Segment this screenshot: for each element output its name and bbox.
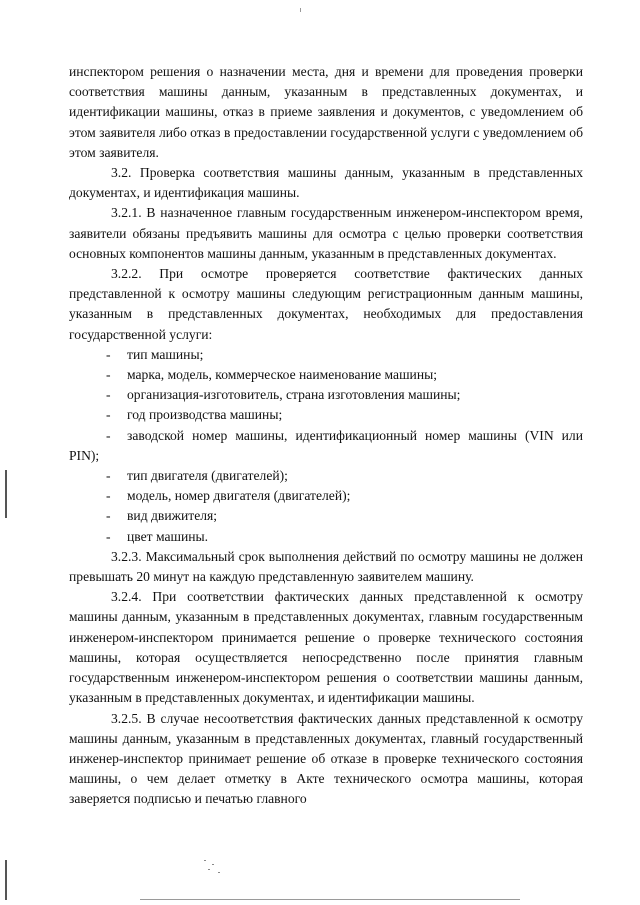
list-item-text: цвет машины. [127,528,209,544]
list-item-text: тип двигателя (двигателей); [127,468,288,484]
list-dash: - [106,407,111,423]
list-item-text: модель, номер двигателя (двигателей); [127,488,351,504]
list-item [69,466,583,486]
scan-mark-top [5,470,7,518]
list-item [69,385,583,405]
list-dash: - [106,427,111,443]
paragraph-continuation: инспектором решения о назначении места, дня и времени для проведения проверки соответствия машины данным, указанным в представленных документах, и идентификации машины, отказ в приеме заявления и документов, с уведомлением об этом заявителя либо отказ в предоставлении государственной услуги с уведомлением об этом заявителя. [69,64,583,160]
list-item [69,345,583,365]
paragraph-3-2-1: 3.2.1. В назначенное главным государственным инженером-инспектором время, заявители обязаны предъявить машины для осмотра с целью проверки соответствия основных компонентов машины данным, указанным в представленных документах. [69,205,583,261]
list-dash: - [106,488,111,504]
scan-specks [200,858,230,878]
list-item [69,486,583,506]
list-item-text: тип машины; [127,346,204,362]
list-item-text: организация-изготовитель, страна изготовления машины; [127,387,461,403]
list-item-text: год производства машины; [127,407,283,423]
paragraph-3-2-5: 3.2.5. В случае несоответствия фактических данных представленной к осмотру машины данным, указанным в представленных документах, главный государственный инженер-инспектор принимает решение об отказе в проверке технического состояния машины, о чем делает отметку в Акте технического осмотра машины, которая заверяется подписью и печатью главного [69,710,583,807]
list-dash: - [106,528,111,544]
list-item [69,506,583,526]
list-item [69,405,583,425]
list-dash: - [106,468,111,484]
list-dash: - [106,367,111,383]
list-item-text: заводской номер машины, идентификационный номер машины (VIN или PIN); [69,427,583,463]
list-dash: - [106,508,111,524]
list-dash: - [106,387,111,403]
list-item [69,365,583,385]
paragraph-3-2-4: 3.2.4. При соответствии фактических данных представленной к осмотру машины данным, указанным в представленных документах, главным государственным инженером-инспектором принимается решение о проверке технического состояния машины, которая осуществляется непосредственно после принятия главным государственным инженером-инспектором решения о соответствии машины данным, указанным в представленных документах, и идентификации машины. [69,589,583,706]
registration-data-list [69,345,583,547]
scan-mark-bottom [5,860,7,900]
list-item-text: вид движителя; [127,508,218,524]
scan-dot-top [300,8,301,12]
list-item-text: марка, модель, коммерческое наименование машины; [127,367,438,383]
list-item [69,426,583,466]
paragraph-3-2-3: 3.2.3. Максимальный срок выполнения действий по осмотру машины не должен превышать 20 минут на каждую представленную заявителем машину. [69,548,583,585]
page-bottom-edge [140,899,520,900]
list-dash: - [106,346,111,362]
paragraph-3-2-2: 3.2.2. При осмотре проверяется соответствие фактических данных представленной к осмотру машины следующим регистрационным данным машины, указанным в представленных документах, необходимых для предоставления государственной услуги: [69,266,583,342]
paragraph-3-2: 3.2. Проверка соответствия машины данным, указанным в представленных документах, и идентификация машины. [69,165,583,201]
list-item [69,527,583,547]
document-body [69,62,583,810]
